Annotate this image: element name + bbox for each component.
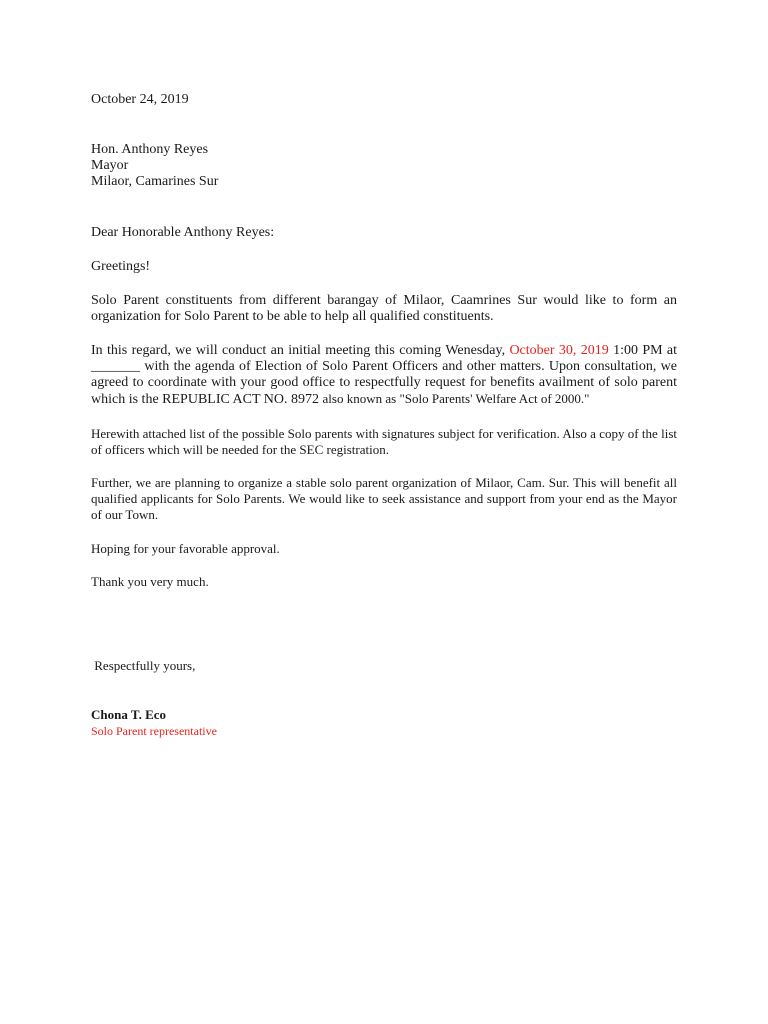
meeting-date-highlight: October 30, 2019: [509, 343, 609, 358]
paragraph-meeting-start: In this regard, we will conduct an initial meeting this coming Wenesday,: [91, 343, 510, 358]
paragraph-attachments: Herewith attached list of the possible Solo parents with signatures subject for verification. Also a copy of the list of officers which will be needed for the SEC registration.: [91, 426, 677, 457]
paragraph-meeting-end: 1:00 PM at _______ with the agenda of Election of Solo Parent Officers and other matters. Upon consultation, we agreed to coordinate with your good office to respectfully request for benefits availment of solo parent which is the REPUBLIC ACT NO. 8972: [91, 343, 678, 407]
signatory-name: Chona T. Eco: [91, 707, 167, 722]
recipient-name: Hon. Anthony Reyes: [91, 142, 209, 157]
approval-line: Hoping for your favorable approval.: [91, 541, 280, 556]
greeting: Greetings!: [91, 259, 151, 274]
recipient-title: Mayor: [91, 158, 129, 173]
closing-line: Respectfully yours,: [91, 658, 196, 673]
paragraph-intro: Solo Parent constituents from different barangay of Milaor, Caamrines Sur would like to form an organization for Solo Parent to be able to help all qualified constituents.: [91, 293, 677, 324]
paragraph-meeting: [91, 343, 677, 408]
paragraph-organization: Further, we are planning to organize a stable solo parent organization of Milaor, Cam. Sur. This will benefit all qualified applicants for Solo Parents. We would like to seek assistance and support from your end as the Mayor of our Town.: [91, 475, 677, 522]
signatory-role: Solo Parent representative: [91, 724, 217, 738]
recipient-address: Milaor, Camarines Sur: [91, 174, 219, 189]
salutation: Dear Honorable Anthony Reyes:: [91, 225, 275, 240]
thanks-line: Thank you very much.: [91, 574, 209, 589]
letter-date: October 24, 2019: [91, 92, 189, 107]
act-name: also known as "Solo Parents' Welfare Act of 2000.": [322, 391, 590, 406]
